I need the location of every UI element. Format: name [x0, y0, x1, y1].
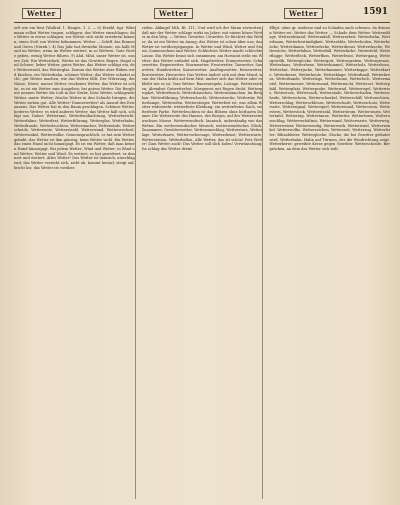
text-columns: [14, 26, 390, 499]
text-column: [269, 26, 390, 499]
column-text: erlt wie ein Rest (Wallraf. 1. Haupts. 1. 2. — 6) Erzähl. tigt. Wikemann selbst Wetter tragen, schlagen; das Wetter einschlagen; das Wetter in etwas schlagen; vor Wetter sich nicht erwehren können, einen Stoß von Wetter bekommen. Wetter — Schiff, das Rinnen und Gutes (Nürnb.). 4) Das Jahr hat dreizehn Monate, ein halb Mond im Wetter; wenn im Wetter wettert, in so Wettern. Gute Worte geben, wenig Wetter führen. 9) Ahd. Mhd. unser Wetter ist, unsere Zeit; Ein Wetterdach. Wetter ist das Gewitter, Regen, Hagel und Schnee; lieber Wetter, gutes Wetter, das Wetter schlägt ein, der Wetterstrahl, das Wetterglas. Darum das Wetter aber Rüben wird Kirchen, ein Wetterhahn, schöner Wetter; das Wetter schadet nicht; gut Wetter machen; wie das Wetter fällt. Der Witterung, die Nässe, Dürre; nasses Wetter, trockenes Wetter, das Wetter ist schön, es ist ein Wetter zum Ausgehen; bei gutem Wetter. Die Bergleute nennen Wetter die Luft in der Grube, böse Wetter, schlagende Wetter, matte Wetter; frische Wetter in den Schacht bringen, die Wetter ziehen gut. Alle Wetter! Donnerwetter! als Ausruf des Erstaunens. Das Wetter hat in den Baum geschlagen. Schönes Wetter, heiteres Wetter; es wird anderes Wetter; das Wetter hält sich, schlägt um. Daher: Wetteramt, Wetterbeobachtung, Wetterbericht, Wetterfahne, Wetterfest, Wetterführung, Wetterglas, Wetterhahn, Wetterkunde, Wetterleuchten, Wettermacher, Wettersäule, Wetterscheide, Wetterseite, Wetterstrahl, Wetterwand, Wetterwechsel, Wetterwinkel, Wetterwolke. Gemeinsprachlich: er hat sein Wetter gehabt; das Wetter ist ihm günstig; beim Wetter wohl. Ein Wetter, das einen Hund nicht hinausjagt. Es ist ein Wetter, daß man keinen Hund hinausjagt. Bei jedem Wetter; Wind und Wetter; in Wind und Wetter; Wetter und Wind. Es wettert; es hat gewettert; es donnert und wettert. Altes Wetter! Das Wetter ist launisch, umschlagend; das Wetter verzieht sich, zieht ab, kommt herauf, steigt auf, bricht los; das Wetter ist vorüber.: [14, 26, 135, 170]
text-column: [14, 26, 136, 499]
column-text: Ellipt. ohne gr. uselesse und zu Schaden auch schwarz, da drinnen Wetter sei. Wetter das Wetter. — Schade dem Wetter. Wetterablage, Wetterabstand, Wetteranfall, Wetterarbeit, Wetterbahn, Wetterbaum, Wetterbeständigkeit, Wetterblitz, Wetterboden, Wetterbrücke, Wetterdamm, Wetterdecke, Wetterdienst, Wetterdrache, Wettereiche, Wetterfahne, Wetterfall, Wetterfarbe, Wetterfeld, Wetterflagge, Wetterfleck, Wetterfluss, Wetterfront, Wettergang, Wettergewölk, Wetterglocke, Wettergott, Wettergraben, Wettergrenze, Wetterhaus, Wetterhexe, Wetterhimmel, Wetterholz, Wetterhorn, Wetterhut, Wetterjacke, Wetterkammer, Wetterkappe, Wetterkarte, Wetterkerze, Wetterkeule, Wetterklage, Wetterknall, Wetterkreuz, Wetterkunde, Wetterlage, Wetterlaune, Wetterloch, Wettermantel, Wettermesser, Wettermond, Wetternacht, Wetterort, Wetterpfahl, Wetterplatz, Wetterprobe, Wetterrad, Wetterregel, Wetterriss, Wetterrose, Wettersack, Wettersäule, Wetterschaden, Wetterscheide, Wetterschein, Wetterschenkel, Wetterschiff, Wetterschirm, Wetterschlag, Wetterschleuse, Wetterschnitt, Wetterschutz, Wetterseite, Wettersignal, Wetterspiel, Wetterstand, Wetterstein, Wetterstern, Wetterstock, Wetterstrahl, Wetterstrom, Wettersturm, Wettertafel, Wettertag, Wettertanne, Wettertür, Wetterturm, Wetterumschlag, Wetterverhältnis, Wetterwand, Wetterwarte, Wetterweg, Wetterweiser, Wetterwendig, Wetterwerk, Wetterwind, Wetterwinkel, Wetterwolke, Wetterzeichen, Wetterzeit, Wetterzug. Wetterleiter: Blitzableiter. Wetterglocke: Glocke, die bei Gewitter geläutet wird. Wetterhahn: Hahn auf Türmen, der die Windrichtung zeigt. Wetterkerze: geweihte Kerze gegen Gewitter. Wetterscheide: Bergrücken, an dem das Wetter sich teilt.: [269, 26, 391, 152]
column-headword: Wetter: [154, 8, 193, 19]
column-headword: Wetter: [284, 8, 323, 19]
column-headword: Wetter: [22, 8, 61, 19]
page-number: 1591: [362, 7, 388, 17]
column-text: vielen. Abkugel Mth. Bt. 111; Und wird ich der Mann verworten, daß mir der Wetter schlage wirkt im Jahre; mit einem bösen Wetter in den Weg. — Wetter, Gewitter, Unwetter. Er fürchtet das Wetter; da ist ein Wetter im Anzug; das Wetter ist schon über uns; das Wetter ist vorübergegangen. In Wetter und Wind, Wetter und Sturm; Sonnenschein und Wetter. Schlechtes Wetter macht schlechte Laune. Ein Wetter braut sich zusammen; am Horizont steht ein Wetter; das Wetter entladet sich. Hagelwetter, Donnerwetter, Schneewetter, Regenwetter, Sturmwetter, Frostwetter, Tauwetter, Sauwetter, Hundewetter, Kaiserwetter, Ausflugswetter, Reisewetter, Erntewetter, Heuwetter. Das Wetter ändert sich mit dem Mond; wenn der Hahn kräht auf dem Mist, ändert sich das Wetter oder es bleibt wie es ist. Vom Wetter: Bauernregeln, Lostage, Wetterzeichen; Abendrot Gutwetterbot, Morgenrot mit Regen droht. Wetterprophet, Wetterfrosch, Wetterhäuschen, Wettermännchen. Im Bergbau: Wetterführung, Wetterschacht, Wetterstrecke, Wettertür, Wetterlampe, Wetterofen, Wettersteiger. Wetterfest ist, was allem Wetter widersteht: wetterfeste Kleidung, ein wetterfestes Dach, wetterfeste Farbe. Wetterleuchten ist das Blitzen ohne hörbaren Donner. Die Wetterseite des Hauses, des Berges; auf der Wetterseite wachsen Moose. Wetterwendisch: launisch, unbeständig wie das Wetter. Ein wetterwendischer Mensch; wetterwendisches Glück. Zusammen: Gewitterwetter, Wetterumschlag, Wettersturz, Wetterlage, Wetterkarte, Wettervorhersage, Wetterdienst, Wetterwarte, Wetterstation, Wetterballon. Alle Wetter, das ist schön! Potz Wetter! Zum Wetter auch! Das Wetter soll dich holen! Verwünschung. Da schlag das Wetter drein!: [141, 26, 263, 152]
page-header: [14, 8, 390, 23]
text-column: [142, 26, 264, 499]
